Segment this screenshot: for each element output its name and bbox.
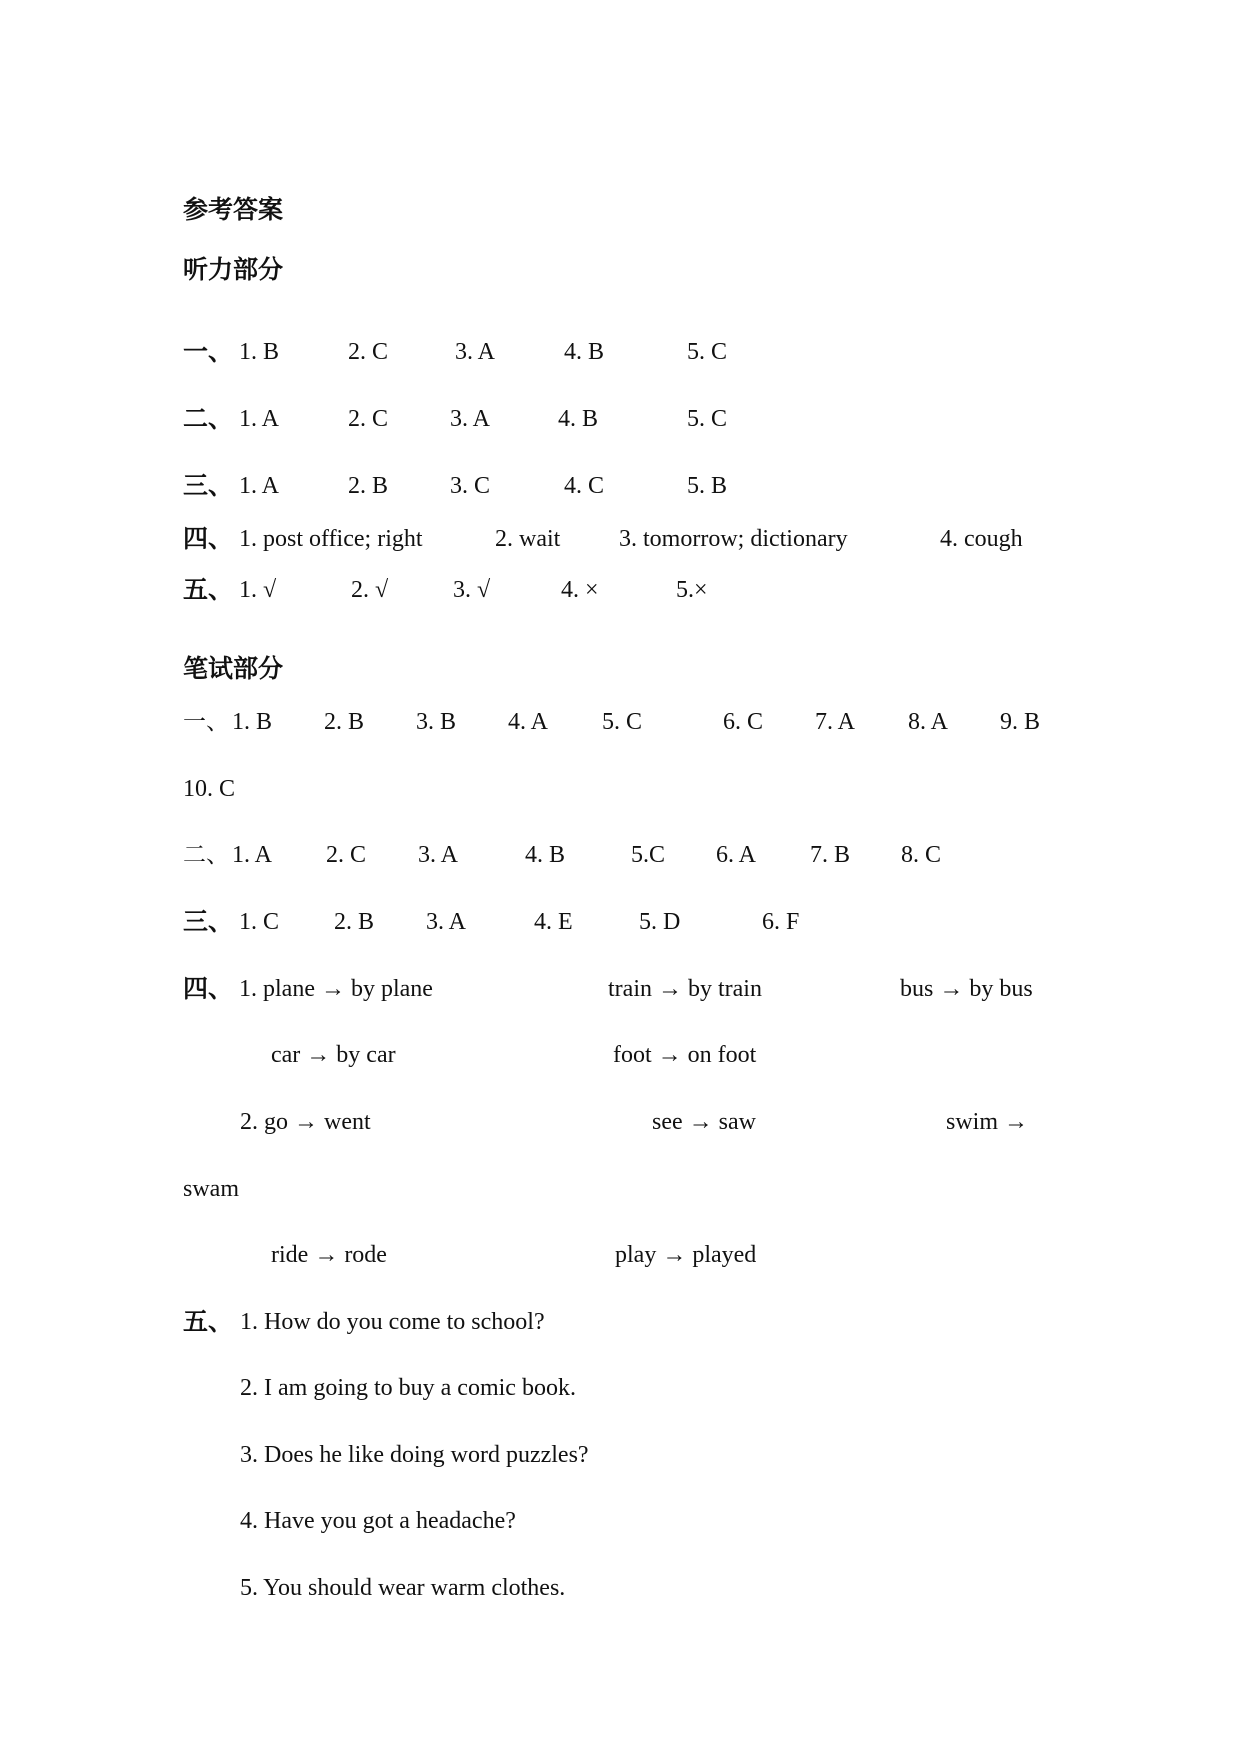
section-label: 五、 xyxy=(183,575,234,604)
section-label: 四、 xyxy=(183,524,234,553)
section-label: 五、 xyxy=(183,1307,234,1336)
answer: 3. B xyxy=(416,709,457,735)
answer: 4. B xyxy=(564,339,605,365)
section-label: 一、 xyxy=(183,709,229,735)
answer: 4. × xyxy=(561,577,599,603)
answer: swim → xyxy=(946,1109,1029,1135)
answer: play → played xyxy=(615,1242,757,1268)
answer: 6. A xyxy=(716,842,757,868)
answer: 1. A xyxy=(232,842,273,868)
answer: foot → on foot xyxy=(613,1042,757,1068)
page-title: 参考答案 xyxy=(183,195,284,224)
answer: 1. C xyxy=(239,909,280,935)
answer: 1. A xyxy=(239,473,280,499)
answer: 4. E xyxy=(534,909,573,935)
answer: 2. C xyxy=(348,339,389,365)
answer: 1. How do you come to school? xyxy=(240,1309,545,1335)
answer: 3. A xyxy=(450,406,491,432)
answer: 7. B xyxy=(810,842,851,868)
answer: 2. C xyxy=(326,842,367,868)
answer: 4. A xyxy=(508,709,549,735)
answer: 3. C xyxy=(450,473,491,499)
answer: 5. You should wear warm clothes. xyxy=(240,1575,566,1601)
answer: 2. wait xyxy=(495,526,561,552)
answer: 8. A xyxy=(908,709,949,735)
answer: 2. √ xyxy=(351,577,389,603)
answer: 5.C xyxy=(631,842,666,868)
listening-heading: 听力部分 xyxy=(183,255,284,284)
answer: 1. B xyxy=(232,709,273,735)
answer: 4. Have you got a headache? xyxy=(240,1508,516,1534)
answer: 8. C xyxy=(901,842,942,868)
answer: 2. I am going to buy a comic book. xyxy=(240,1375,576,1401)
section-label: 三、 xyxy=(183,907,234,936)
answer: ride → rode xyxy=(271,1242,387,1268)
answer: bus → by bus xyxy=(900,976,1033,1002)
answer: 4. cough xyxy=(940,526,1023,552)
answer: 9. B xyxy=(1000,709,1041,735)
answer: 1. B xyxy=(239,339,280,365)
answer: swam xyxy=(183,1176,239,1202)
section-label: 二、 xyxy=(183,404,234,433)
answer: 5. C xyxy=(687,406,728,432)
answer: 5. B xyxy=(687,473,728,499)
section-label: 四、 xyxy=(183,974,234,1003)
answer: 2. C xyxy=(348,406,389,432)
answer: train → by train xyxy=(608,976,762,1002)
answer: 6. C xyxy=(723,709,764,735)
answer: 2. B xyxy=(334,909,375,935)
answer: 4. C xyxy=(564,473,605,499)
answer: 1. plane → by plane xyxy=(239,976,433,1002)
answer: 7. A xyxy=(815,709,856,735)
answer: 10. C xyxy=(183,776,236,802)
answer: 4. B xyxy=(525,842,566,868)
answer: 4. B xyxy=(558,406,599,432)
answer: 3. A xyxy=(418,842,459,868)
writing-heading: 笔试部分 xyxy=(183,654,284,683)
answer: 2. B xyxy=(324,709,365,735)
answer: 2. go → went xyxy=(240,1109,371,1135)
section-label: 二、 xyxy=(183,842,229,868)
answer: 1. √ xyxy=(239,577,277,603)
section-label: 三、 xyxy=(183,471,234,500)
section-label: 一、 xyxy=(183,337,234,366)
answer: 5.× xyxy=(676,577,708,603)
answer: see → saw xyxy=(652,1109,756,1135)
answer: 5. C xyxy=(602,709,643,735)
answer: 3. tomorrow; dictionary xyxy=(619,526,848,552)
answer: 6. F xyxy=(762,909,800,935)
answer: 3. A xyxy=(455,339,496,365)
answer: 1. post office; right xyxy=(239,526,423,552)
answer: 3. Does he like doing word puzzles? xyxy=(240,1442,589,1468)
answer: car → by car xyxy=(271,1042,396,1068)
answer: 1. A xyxy=(239,406,280,432)
answer: 3. √ xyxy=(453,577,491,603)
answer: 5. D xyxy=(639,909,681,935)
answer: 3. A xyxy=(426,909,467,935)
answer: 5. C xyxy=(687,339,728,365)
answer: 2. B xyxy=(348,473,389,499)
